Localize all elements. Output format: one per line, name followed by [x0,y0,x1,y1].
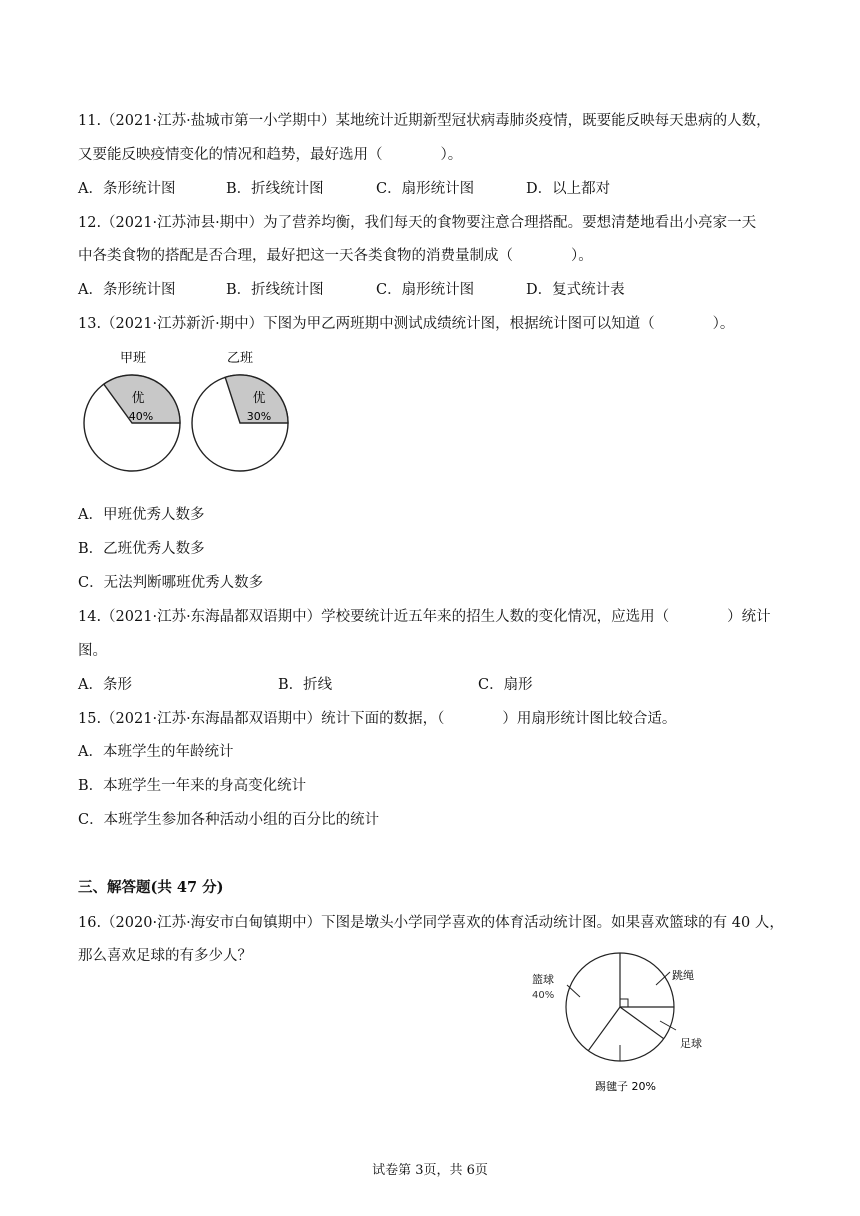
class-a-slice-pct: 40% [128,410,154,423]
q11-option-b: B．折线统计图 [226,181,324,197]
q14-options [78,675,533,695]
sports-pie [566,953,674,1061]
q11-options [78,179,610,199]
q12-option-c: C．扇形统计图 [376,282,475,298]
q16-stem-line2: 那么喜欢足球的有多少人？ [78,948,252,964]
class-a-title: 甲班 [120,351,147,366]
q14-option-a: A．条形 [78,677,132,693]
q11-stem-line1: 11.（2021·江苏·盐城市第一小学期中）某地统计近期新型冠状病毒肺炎疫情，既要能反映每天患病的人数， [78,113,771,129]
section-heading: 三、解答题(共 47 分) [78,879,224,896]
class-b-slice-label: 优 [252,391,266,406]
q14-stem-line1: 14.（2021·江苏·东海晶都双语期中）学校要统计近五年来的招生人数的变化情况，应选用（ ）统计 [78,609,771,625]
jumprope-label: 跳绳 [672,969,694,982]
q15-option-c: C．本班学生参加各种活动小组的百分比的统计 [78,812,380,828]
shuttlecock-label: 踢毽子 20% [595,1080,656,1093]
q11-option-a: A．条形统计图 [78,181,176,197]
q14-option-c: C．扇形 [478,677,533,693]
class-a-slice-label: 优 [131,391,145,406]
q13-stem: 13.（2021·江苏新沂·期中）下图为甲乙两班期中测试成绩统计图，根据统计图可以知道（ ）。 [78,316,735,332]
class-b-slice-pct: 30% [246,410,272,423]
basketball-pct: 40% [532,990,555,1001]
q12-stem-line1: 12.（2021·江苏沛县·期中）为了营养均衡，我们每天的食物要注意合理搭配。要想清楚地看出小亮家一天 [78,215,757,231]
q14-option-b: B．折线 [278,677,333,693]
q13-pie-charts [78,345,308,480]
q12-stem-line2: 中各类食物的搭配是否合理，最好把这一天各类食物的消费量制成（ ）。 [78,248,593,264]
q12-options [78,280,625,300]
class-b-pie [192,375,288,471]
q13-option-b: B．乙班优秀人数多 [78,541,205,557]
q13-option-c: C．无法判断哪班优秀人数多 [78,575,264,591]
q15-stem: 15.（2021·江苏·东海晶都双语期中）统计下面的数据，（ ）用扇形统计图比较合适。 [78,711,677,727]
q11-option-c: C．扇形统计图 [376,181,475,197]
q12-option-a: A．条形统计图 [78,282,176,298]
q12-option-b: B．折线统计图 [226,282,324,298]
q16-stem-line1: 16.（2020·江苏·海安市白甸镇期中）下图是墩头小学同学喜欢的体育活动统计图。如果喜欢篮球的有 40 人， [78,915,784,931]
football-label: 足球 [680,1037,702,1050]
q11-option-d: D．以上都对 [526,181,611,197]
q11-stem-line2: 又要能反映疫情变化的情况和趋势，最好选用（ ）。 [78,147,463,163]
q13-option-a: A．甲班优秀人数多 [78,507,205,523]
page-footer: 试卷第 3页，共 6页 [372,1163,488,1178]
q15-option-a: A．本班学生的年龄统计 [78,744,234,760]
basketball-label: 篮球 [532,973,554,986]
q14-stem-line2: 图。 [78,643,107,659]
q15-option-b: B．本班学生一年来的身高变化统计 [78,778,307,794]
class-b-title: 乙班 [227,351,254,366]
class-a-pie [84,375,180,471]
q16-pie-chart [520,945,730,1100]
q12-option-d: D．复式统计表 [526,282,625,298]
